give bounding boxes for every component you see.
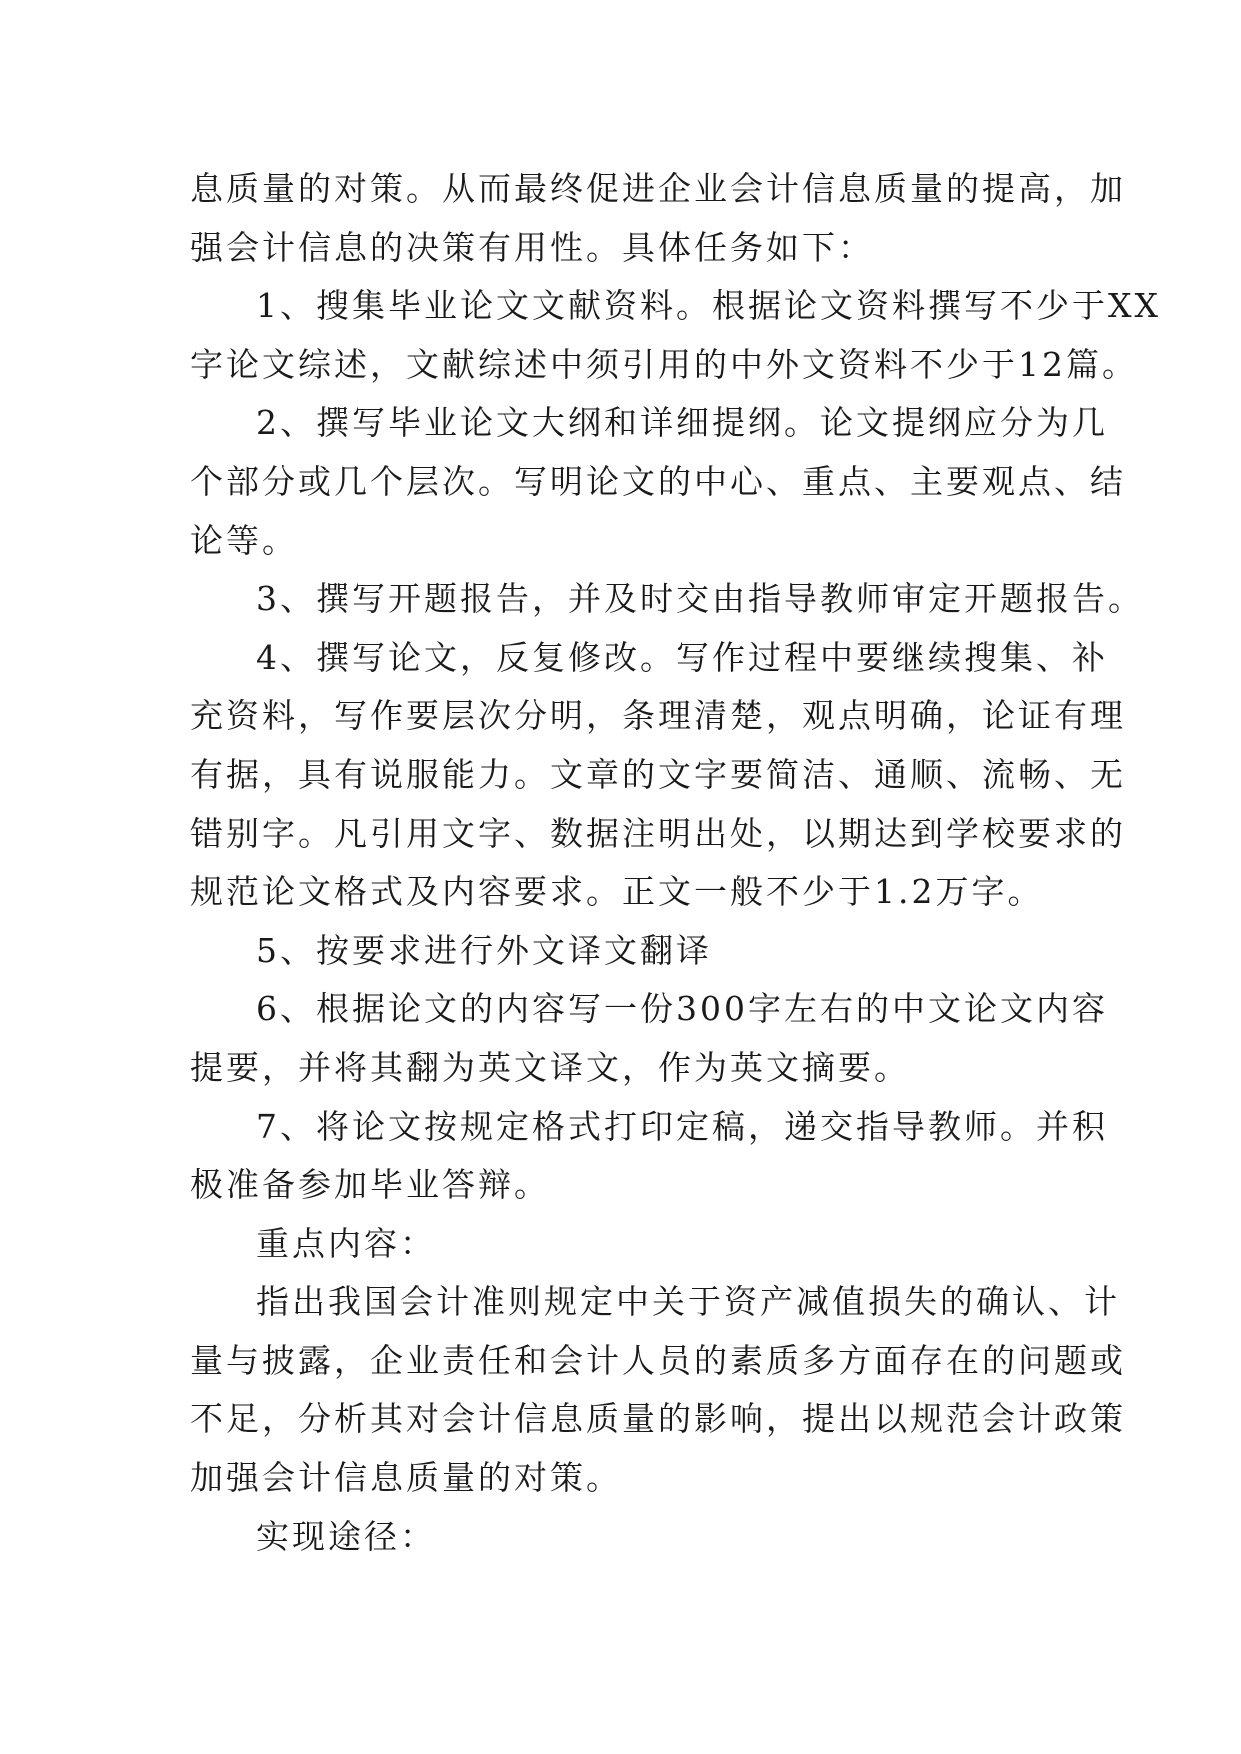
- text-line: 加强会计信息质量的对策。: [190, 1458, 622, 1498]
- text-line: 个部分或几个层次。写明论文的中心、重点、主要观点、结: [190, 461, 1126, 501]
- text-line: 强会计信息的决策有用性。具体任务如下：: [190, 227, 874, 267]
- text-line: 3、撰写开题报告，并及时交由指导教师审定开题报告。: [256, 579, 1144, 619]
- text-line: 息质量的对策。从而最终促进企业会计信息质量的提高，加: [190, 169, 1126, 208]
- text-line: 论等。: [190, 520, 298, 560]
- text-line: 充资料，写作要层次分明，条理清楚，观点明确，论证有理: [190, 696, 1126, 736]
- text-line: 5、按要求进行外文译文翻译: [256, 930, 712, 970]
- text-line: 2、撰写毕业论文大纲和详细提纲。论文提纲应分为几: [256, 403, 1108, 443]
- text-line: 有据，具有说服能力。文章的文字要简洁、通顺、流畅、无: [190, 754, 1126, 794]
- text-line: 6、根据论文的内容写一份300字左右的中文论文内容: [256, 989, 1108, 1029]
- text-line: 量与披露，企业责任和会计人员的素质多方面存在的问题或: [190, 1340, 1126, 1380]
- text-line: 7、将论文按规定格式打印定稿，递交指导教师。并积: [256, 1106, 1108, 1146]
- text-line: 指出我国会计准则规定中关于资产减值损失的确认、计: [256, 1282, 1120, 1322]
- text-line: 实现途径：: [256, 1516, 436, 1556]
- text-line: 1、搜集毕业论文文献资料。根据论文资料撰写不少于XX: [256, 286, 1161, 326]
- body-text: [190, 160, 1161, 1566]
- text-line: 极准备参加毕业答辩。: [190, 1165, 550, 1205]
- text-line: 提要，并将其翻为英文译文，作为英文摘要。: [190, 1047, 910, 1087]
- text-line: 4、撰写论文，反复修改。写作过程中要继续搜集、补: [256, 637, 1108, 677]
- text-line: 字论文综述，文献综述中须引用的中外文资料不少于12篇。: [190, 344, 1138, 384]
- text-line: 不足，分析其对会计信息质量的影响，提出以规范会计政策: [190, 1399, 1126, 1439]
- text-line: 重点内容：: [256, 1223, 436, 1263]
- text-line: 规范论文格式及内容要求。正文一般不少于1.2万字。: [190, 872, 1044, 912]
- text-line: 错别字。凡引用文字、数据注明出处，以期达到学校要求的: [190, 813, 1126, 853]
